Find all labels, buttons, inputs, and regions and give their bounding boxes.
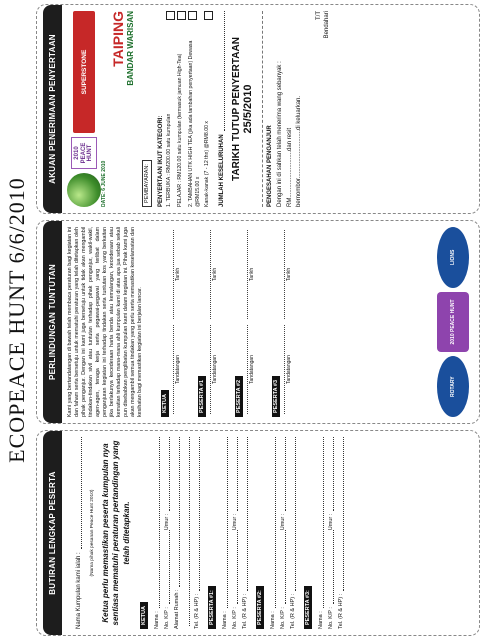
lions-logo: LIONS — [437, 227, 469, 288]
leader-address-row: Alamat Rumah : — [174, 437, 180, 629]
waiver-paragraph: Kami yang bertandatangan di bawah telah membaca peraturan bagi kegiatan ini dan faham serta bersetuju untuk mematuhi peraturan yang telah ditetapkan oleh pihak penganjur. Dengan ini kami juga bersetuju untuk tidak akan mengambil tindakan-tindakan sivil atau tuntutan terhadap pihak penganjur, wakil-wakil, agen-agen, tenaga kerja serta pegawai-pegawai yang terlibat dalam penganjuran kegiatan ini terhadap tindakan serta tuntutan kos yang berkaitan jika berlakunya kecederaan harta benda atau kemalangan, kecederaan atau kematian terhadap mana-mana ahli kumpulan kami di atas apa jua sebab sekali pun disebabkan penglibatan kumpulan kami dalam kegiatan ini. Pihak kami juga akan mengambil semua tindakan yang perlu serta memastikan keselamatan dan kesihatan bagi memastikan kegiatan ini berjalan lancar. — [67, 227, 143, 417]
amount-field[interactable]: RM............................dan resit — [286, 127, 293, 207]
category-adult-hightea: 2. TAMBAHAN UTK HIGH TEA (jika ada tambahan penyertaan) Dewasa @RM15.00 x — [188, 11, 202, 207]
member-3-age-field[interactable] — [328, 437, 334, 511]
brand-row — [67, 11, 101, 207]
grand-total-row: JUMLAH KESELURUHAN — [219, 11, 225, 207]
sign-block-member-1: PESERTA #1 Tandatangan Tarikh — [190, 227, 218, 417]
category-open: 1. TERBUKA : RM200.00 satu kumpulan — [166, 11, 175, 207]
leader-address-field[interactable] — [174, 437, 180, 587]
club-name-row — [76, 437, 82, 629]
member-2-phone-field[interactable] — [290, 437, 296, 591]
leader-ic-row: No. K/P : Umur : — [164, 437, 170, 629]
sign-block-leader: KETUA Tandatangan Tarikh — [153, 227, 181, 417]
member-1-ic-field[interactable] — [232, 530, 238, 604]
category-child-hightea: Kanak-kanak (7 - 12 thn) @RM8.00 x — [204, 11, 213, 207]
rotary-logo: ROTARY — [437, 356, 469, 417]
claim-protection-panel — [36, 220, 480, 424]
child-hightea-qty[interactable] — [204, 11, 213, 20]
member-1-label: PESERTA #1: — [208, 586, 216, 629]
leader-address-field-2[interactable] — [184, 437, 190, 626]
member-2-age-field[interactable] — [280, 437, 286, 511]
leader-signature-field[interactable]: Tandatangan — [173, 325, 181, 414]
adult-hightea-qty[interactable] — [188, 11, 197, 20]
leader-note: Ketua perlu memastikan peserta kumpulan nya sentiasa mematuhi peraturan pertandingan yang telah ditetapkan. — [101, 440, 131, 626]
leader-phone-row: Tel. (R & HP) : — [194, 437, 200, 629]
peace-hunt-logo: 2010 PEACE HUNT — [437, 292, 469, 353]
member-3-name-field[interactable] — [318, 437, 324, 608]
member-1-signature-field[interactable]: Tandatangan — [210, 325, 218, 414]
club-name-label: Nama Kumpulan kami ialah : — [76, 552, 82, 629]
organizer-confirmation-text: Dengan ini di sahkan telah menerima wang sebanyak : RM............................dan resit bernombor.............................di keluarkan. — [276, 11, 305, 207]
event-date: DATE: 6 JUNE 2010 — [101, 160, 107, 207]
sponsor-logo: SUPERSTONE — [73, 11, 95, 133]
category-student: PELAJAR : RM120.00 satu kumpulan (termasuk jamuan High-Tea) — [177, 11, 186, 207]
member-1-date-field[interactable]: Tarikh — [210, 230, 218, 319]
leader-label: KETUA — [140, 602, 148, 629]
member-1-phone-field[interactable] — [242, 437, 248, 591]
member-3-date-field[interactable]: Tarikh — [284, 230, 292, 319]
sign-block-member-3: PESERTA #3 Tandatangan Tarikh — [264, 227, 292, 417]
organizer-confirmation-header: PENGESAHAN PENGANJUR — [262, 11, 273, 207]
participant-details-header: BUTIRAN LENGKAP PESERTA — [43, 431, 62, 635]
grand-total-field[interactable] — [219, 11, 225, 131]
globe-icon — [67, 173, 101, 207]
member-3-ic-field[interactable] — [328, 530, 334, 604]
closing-date: 25/5/2010 — [242, 84, 255, 134]
club-name-field[interactable] — [76, 437, 82, 549]
leader-name-field[interactable] — [154, 437, 160, 608]
leader-date-field[interactable]: Tarikh — [173, 230, 181, 319]
leader-phone-field[interactable] — [194, 437, 200, 591]
member-2-ic-field[interactable] — [280, 530, 286, 604]
event-title: ECOPEACE HUNT 6/6/2010 — [4, 177, 29, 463]
leader-name-row: Nama : — [154, 437, 160, 629]
treasurer-signature: T/T Bendahari — [315, 11, 331, 39]
leader-ic-field[interactable] — [164, 530, 170, 604]
closing-date-title: TARIKH TUTUP PENYERTAAN — [231, 37, 243, 181]
sign-block-member-2: PESERTA #2 Tandatangan Tarikh — [227, 227, 255, 417]
payment-label: PEMBAYARAN: — [142, 160, 152, 207]
category-student-checkbox[interactable] — [177, 11, 186, 20]
member-2-date-field[interactable]: Tarikh — [247, 230, 255, 319]
categories-title: PENYERTAAN IKUT KATEGORI: — [158, 115, 164, 207]
sponsor-logo-strip — [435, 227, 471, 417]
member-3-signature-field[interactable]: Tandatangan — [284, 325, 292, 414]
member-1-age-field[interactable] — [232, 437, 238, 511]
member-2-label: PESERTA #2: — [256, 586, 264, 629]
peace-hunt-logo-small: 2010 PEACE HUNT — [71, 137, 97, 169]
entry-acknowledgement-panel — [36, 4, 480, 214]
entry-acknowledgement-header: AKUAN PENERIMAAN PENYERTAAN — [43, 5, 62, 213]
event-city: TAIPING — [110, 11, 126, 67]
member-1-name-field[interactable] — [222, 437, 228, 608]
member-3-phone-field[interactable] — [338, 437, 344, 591]
participant-details-panel: BUTIRAN LENGKAP PESERTA Nama Kumpulan kami ialah : (Nama pihak pesanan Peace Hunt 2010) Ketua perlu memastikan peserta kumpulan nya sentiasa mematuhi peraturan pertandingan yang telah ditetapkan. KETUA Nama : No. K/P : Umur : Alamat Rumah : Tel. (R & HP) : PESERTA #1: Nama : No. K/P : Umur : Tel. (R & HP) : PESERTA #2: Nama : No. K/P : Umur : Tel. (R & HP) : PESERTA #3: Nama : No. K/P : Umur : Tel. (R & HP) : — [36, 430, 480, 636]
leader-address-row-2 — [184, 437, 190, 629]
member-3-label: PESERTA #3: — [304, 586, 312, 629]
event-venue: BANDAR WARISAN — [126, 11, 135, 86]
category-open-checkbox[interactable] — [166, 11, 175, 20]
member-2-name-field[interactable] — [270, 437, 276, 608]
leader-age-field[interactable] — [164, 437, 170, 511]
member-2-signature-field[interactable]: Tandatangan — [247, 325, 255, 414]
claim-protection-header: PERLINDUNGAN TUNTUTAN — [43, 221, 62, 423]
org-line: (Nama pihak pesanan Peace Hunt 2010) — [90, 489, 95, 577]
receipt-number-field[interactable]: bernombor.............................di keluarkan. — [296, 95, 303, 207]
